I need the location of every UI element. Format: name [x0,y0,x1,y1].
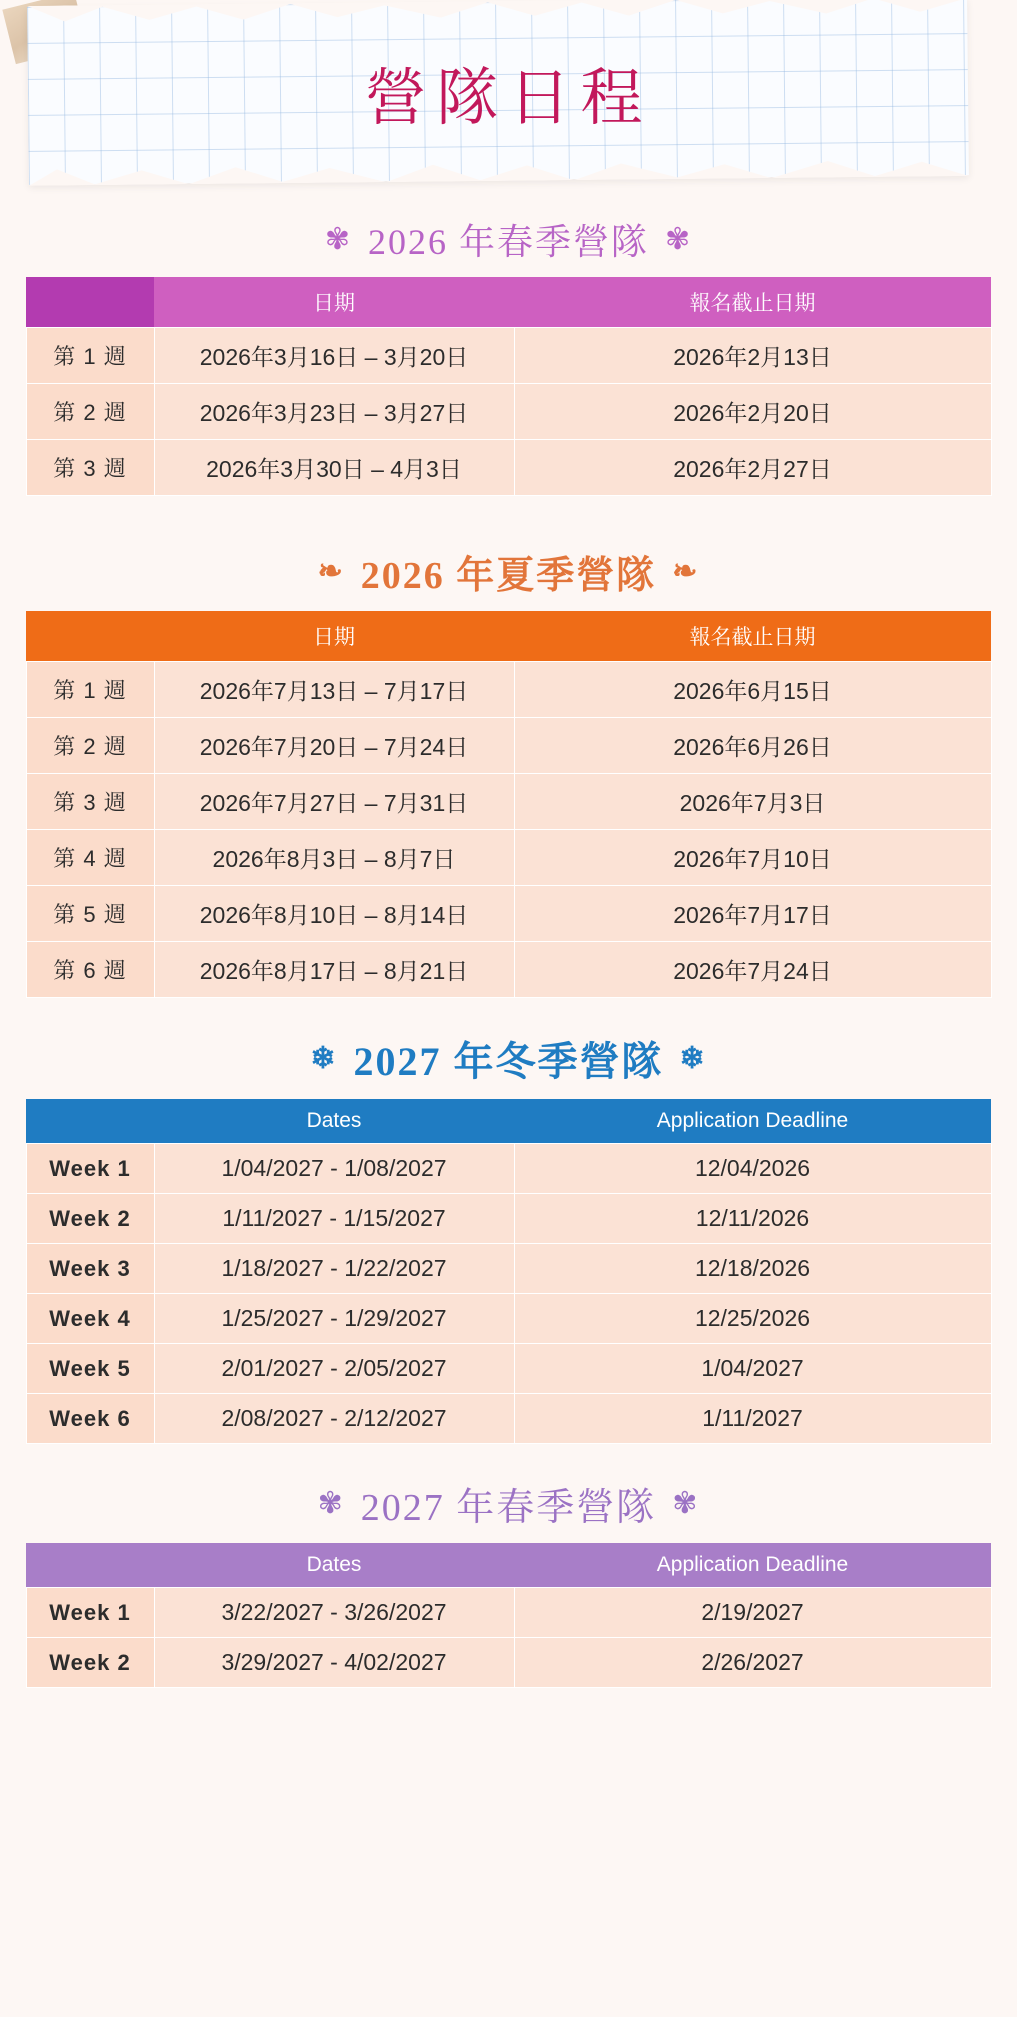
cell-deadline: 2/19/2027 [514,1588,991,1638]
cell-deadline: 12/11/2026 [514,1194,991,1244]
table-row [26,774,991,830]
cell-week: 第 5 週 [26,886,154,942]
cell-week: 第 6 週 [26,942,154,998]
table-row [26,1244,991,1294]
cell-deadline: 12/18/2026 [514,1244,991,1294]
cell-week: Week 6 [26,1394,154,1444]
table-row [26,1394,991,1444]
page-title: 營隊日程 [364,65,653,133]
table-header-row [26,611,991,662]
col-header-week [26,611,154,662]
section-title-winter-2027 [0,1016,1017,1099]
cell-dates: 2026年3月16日 – 3月20日 [154,328,514,384]
cell-deadline: 2026年7月17日 [514,886,991,942]
cell-dates: 2/08/2027 - 2/12/2027 [154,1394,514,1444]
table-row [26,1294,991,1344]
section-title-summer-2026 [0,530,1017,611]
schedule-table-summer-2026 [26,611,992,998]
schedule-table-spring-2027 [26,1543,992,1688]
flower-icon-left: ✾ [324,222,352,256]
section-title-text: 2026 年春季營隊 [367,222,649,262]
schedule-table-spring-2026 [26,277,992,496]
cell-dates: 2026年7月20日 – 7月24日 [154,718,514,774]
cell-dates: 2026年3月30日 – 4月3日 [154,440,514,496]
cell-deadline: 2026年7月24日 [514,942,991,998]
snowflake-icon-left: ❄ [310,1041,338,1075]
cell-dates: 3/29/2027 - 4/02/2027 [154,1638,514,1688]
page-header [0,0,1017,200]
spacer [0,998,1017,1016]
cell-dates: 1/18/2027 - 1/22/2027 [154,1244,514,1294]
cell-deadline: 2026年2月27日 [514,440,991,496]
cell-deadline: 2/26/2027 [514,1638,991,1688]
cell-week: 第 1 週 [26,328,154,384]
table-header-row [26,1543,991,1588]
cell-deadline: 2026年6月15日 [514,662,991,718]
cell-week: Week 2 [26,1194,154,1244]
cell-week: Week 4 [26,1294,154,1344]
col-header-dates: 日期 [154,277,514,328]
cell-week: Week 5 [26,1344,154,1394]
flower-icon-left: ✾ [317,1486,345,1520]
table-row [26,886,991,942]
table-row [26,1144,991,1194]
cell-deadline: 1/11/2027 [514,1394,991,1444]
col-header-deadline: Application Deadline [514,1099,991,1144]
cell-week: 第 2 週 [26,718,154,774]
cell-week: 第 2 週 [26,384,154,440]
spacer [0,1444,1017,1462]
table-row [26,1638,991,1688]
table-row [26,440,991,496]
section-title-spring-2026 [0,200,1017,277]
cell-deadline: 2026年2月13日 [514,328,991,384]
cell-dates: 1/04/2027 - 1/08/2027 [154,1144,514,1194]
section-title-text: 2027 年春季營隊 [360,1487,657,1529]
table-row [26,718,991,774]
cell-week: Week 1 [26,1588,154,1638]
snowflake-icon-right: ❄ [679,1041,707,1075]
cell-week: 第 4 週 [26,830,154,886]
cell-dates: 2026年8月3日 – 8月7日 [154,830,514,886]
section-title-text: 2026 年夏季營隊 [360,555,657,597]
col-header-dates: Dates [154,1099,514,1144]
flower-icon-right: ✾ [672,1486,700,1520]
schedule-table-winter-2027 [26,1099,992,1444]
table-row [26,1194,991,1244]
section-spring-2026 [0,200,1017,496]
section-spring-2027 [0,1462,1017,1688]
cell-dates: 2026年3月23日 – 3月27日 [154,384,514,440]
section-title-spring-2027 [0,1462,1017,1543]
table-row [26,942,991,998]
cell-week: 第 1 週 [26,662,154,718]
col-header-deadline: 報名截止日期 [514,611,991,662]
cell-week: 第 3 週 [26,774,154,830]
cell-dates: 2026年8月17日 – 8月21日 [154,942,514,998]
cell-deadline: 12/04/2026 [514,1144,991,1194]
cell-dates: 1/25/2027 - 1/29/2027 [154,1294,514,1344]
spacer [0,496,1017,530]
section-title-text: 2027 年冬季營隊 [353,1039,664,1084]
cell-week: Week 1 [26,1144,154,1194]
cell-deadline: 2026年7月10日 [514,830,991,886]
table-row [26,1588,991,1638]
wave-icon-left: ❧ [317,554,345,588]
cell-week: Week 2 [26,1638,154,1688]
cell-week: 第 3 週 [26,440,154,496]
table-header-row [26,277,991,328]
cell-deadline: 12/25/2026 [514,1294,991,1344]
wave-icon-right: ❧ [672,554,700,588]
col-header-dates: 日期 [154,611,514,662]
cell-dates: 1/11/2027 - 1/15/2027 [154,1194,514,1244]
table-header-row [26,1099,991,1144]
col-header-deadline: Application Deadline [514,1543,991,1588]
cell-week: Week 3 [26,1244,154,1294]
section-summer-2026 [0,530,1017,998]
cell-dates: 2026年7月13日 – 7月17日 [154,662,514,718]
table-row [26,328,991,384]
col-header-week [26,277,154,328]
flower-icon-right: ✾ [665,222,693,256]
col-header-deadline: 報名截止日期 [514,277,991,328]
col-header-week [26,1099,154,1144]
cell-dates: 3/22/2027 - 3/26/2027 [154,1588,514,1638]
table-row [26,384,991,440]
table-row [26,830,991,886]
cell-dates: 2026年8月10日 – 8月14日 [154,886,514,942]
col-header-week [26,1543,154,1588]
cell-deadline: 2026年6月26日 [514,718,991,774]
col-header-dates: Dates [154,1543,514,1588]
cell-dates: 2/01/2027 - 2/05/2027 [154,1344,514,1394]
cell-deadline: 2026年7月3日 [514,774,991,830]
table-row [26,662,991,718]
table-row [26,1344,991,1394]
cell-dates: 2026年7月27日 – 7月31日 [154,774,514,830]
cell-deadline: 1/04/2027 [514,1344,991,1394]
section-winter-2027 [0,1016,1017,1444]
cell-deadline: 2026年2月20日 [514,384,991,440]
